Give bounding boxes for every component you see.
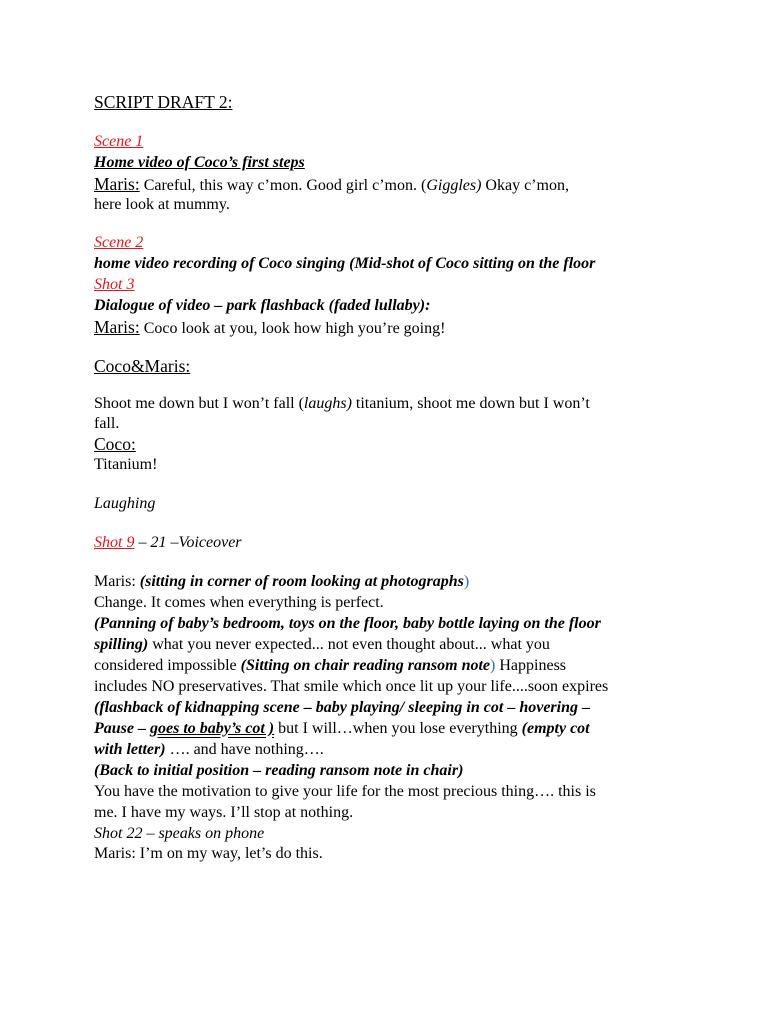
script-title: SCRIPT DRAFT 2:: [94, 92, 233, 112]
voiceover-text: what you never expected... not even thought about... what you: [148, 636, 550, 653]
speaker-maris: Maris:: [94, 317, 140, 337]
voiceover-line-5: [94, 656, 566, 676]
closing-paren: ): [490, 657, 496, 674]
voiceover-line-3: (Panning of baby’s bedroom, toys on the floor, baby bottle laying on the floor: [94, 615, 601, 632]
stage-direction: (empty cot: [521, 720, 590, 737]
voiceover-text: …. and have nothing….: [165, 741, 324, 758]
voiceover-line-6: includes NO preservatives. That smile which once lit up your life....soon expires: [94, 678, 609, 695]
voiceover-line-4: [94, 635, 550, 655]
song-lyrics-cont: fall.: [94, 415, 120, 432]
stage-direction: Giggles): [426, 177, 482, 194]
coco-line: Titanium!: [94, 456, 158, 473]
voiceover-line-8: [94, 719, 590, 739]
dialogue-text: Coco look at you, look how high you’re going!: [139, 320, 446, 337]
voiceover-text: considered impossible: [94, 657, 241, 674]
scene-1-dialogue: [94, 174, 569, 196]
shot-22-line: Maris: I’m on my way, let’s do this.: [94, 845, 323, 862]
voiceover-text: but I will…when you lose everything: [274, 720, 522, 737]
shot-3-description: Dialogue of video – park flashback (faded lullaby):: [94, 297, 431, 314]
dialogue-text: Careful, this way c’mon. Good girl c’mon. (: [139, 177, 427, 194]
voiceover-line-10: (Back to initial position – reading ransom note in chair): [94, 762, 464, 779]
stage-direction: (Sitting on chair reading ransom note: [240, 657, 491, 674]
stage-direction: laughs): [303, 395, 352, 412]
stage-direction: spilling): [94, 636, 149, 653]
stage-direction: with letter): [94, 741, 166, 758]
stage-direction: (sitting in corner of room looking at photographs: [139, 573, 464, 590]
coco-heading: Coco:: [94, 434, 136, 454]
stage-direction-emphasis: goes to baby’s cot ): [150, 720, 275, 737]
closing-paren: ): [463, 573, 470, 590]
shot-9-heading: [94, 533, 242, 553]
dialogue-text: Okay c’mon,: [481, 177, 569, 194]
scene-2-label: Scene 2: [94, 234, 144, 251]
scene-2-description: home video recording of Coco singing (Mid-shot of Coco sitting on the floor: [94, 255, 596, 272]
voiceover-line-9: [94, 740, 324, 760]
laughing-direction: Laughing: [94, 495, 156, 512]
shot-9-label: Shot 9: [94, 534, 135, 551]
coco-maris-heading: Coco&Maris:: [94, 356, 191, 376]
speaker-maris: Maris:: [94, 573, 140, 590]
voiceover-text: Happiness: [495, 657, 567, 674]
voiceover-line-12: me. I have my ways. I’ll stop at nothing.: [94, 804, 354, 821]
song-lyrics: [94, 394, 590, 414]
scene-1-label: Scene 1: [94, 133, 144, 150]
voiceover-line-7: (flashback of kidnapping scene – baby playing/ sleeping in cot – hovering –: [94, 699, 590, 716]
voiceover-line-11: You have the motivation to give your life for the most precious thing…. this is: [94, 783, 596, 800]
stage-direction: Pause –: [94, 720, 150, 737]
speaker-maris: Maris:: [94, 174, 140, 194]
shot-3-dialogue: [94, 317, 445, 339]
voiceover-line-2: Change. It comes when everything is perfect.: [94, 594, 384, 611]
lyric-text: Shoot me down but I won’t fall (: [94, 395, 304, 412]
voiceover-line-1: [94, 572, 469, 592]
shot-22-label: Shot 22 – speaks on phone: [94, 825, 265, 842]
shot-3-label: Shot 3: [94, 276, 135, 293]
scene-1-description: Home video of Coco’s first steps: [94, 154, 305, 171]
shot-9-range: – 21 –Voiceover: [134, 534, 242, 551]
scene-1-dialogue-cont: here look at mummy.: [94, 196, 230, 213]
lyric-text: titanium, shoot me down but I won’t: [351, 395, 590, 412]
